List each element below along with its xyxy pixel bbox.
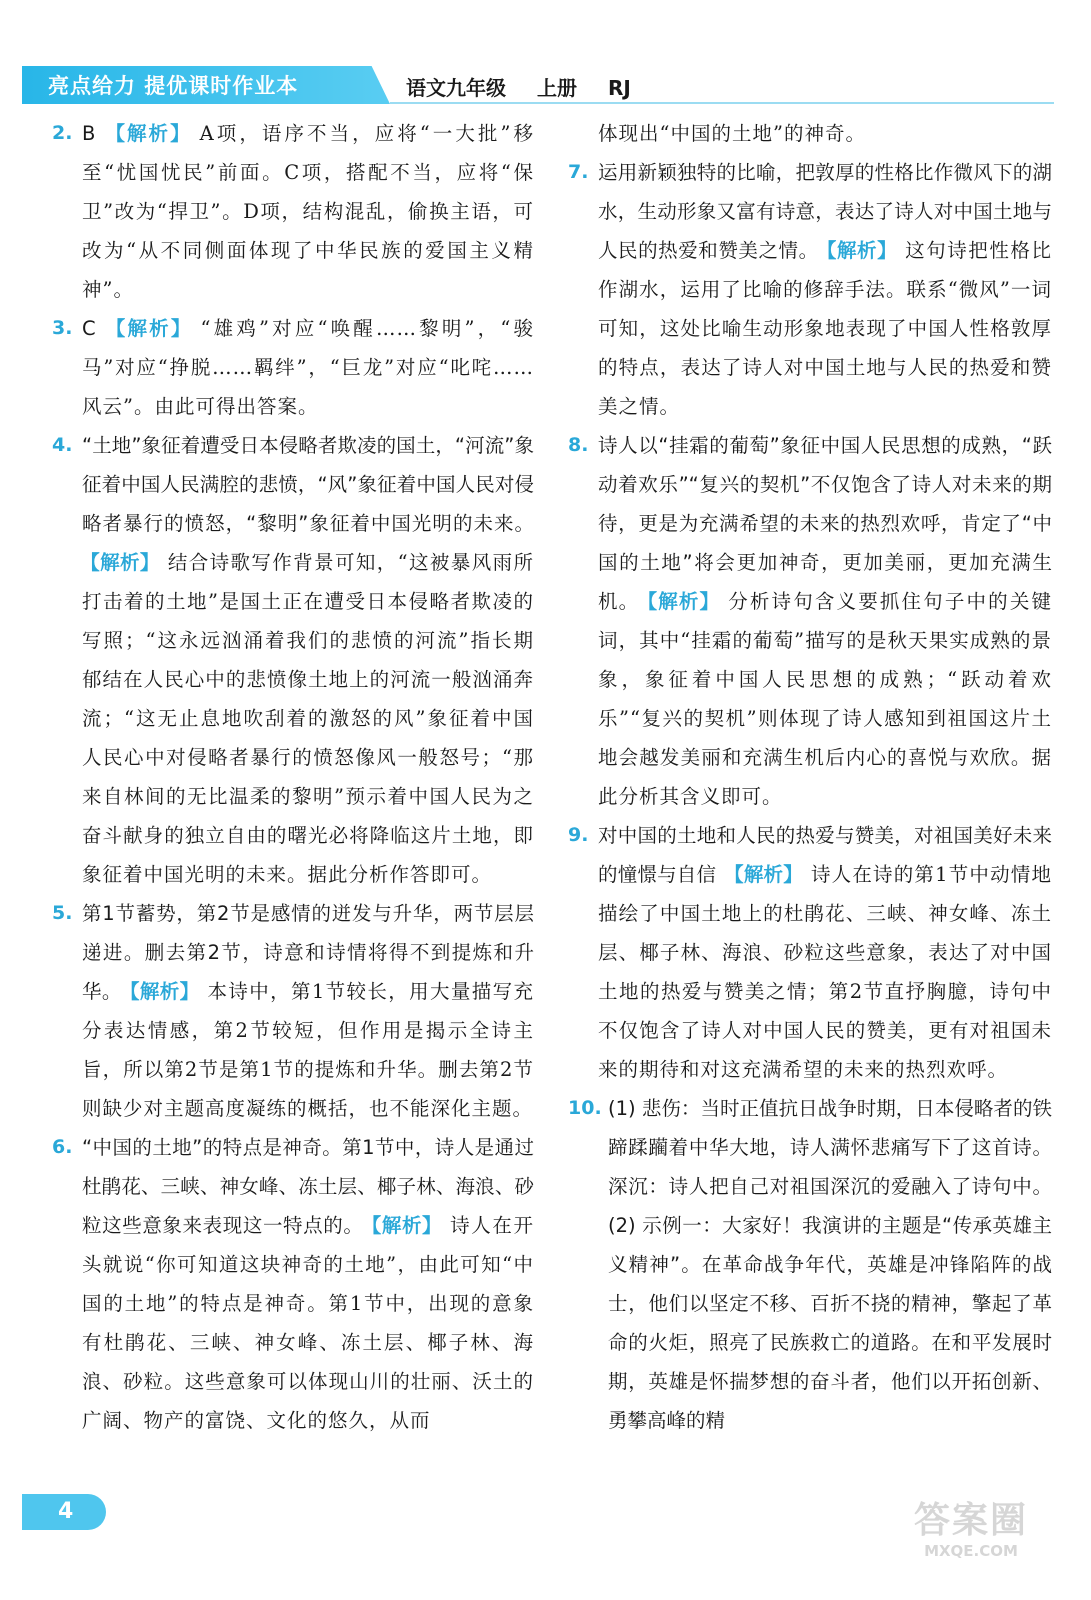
item-number: 2. xyxy=(52,122,73,144)
answer-item-3 xyxy=(52,309,534,426)
right-column xyxy=(568,114,1052,1440)
answer-item-8 xyxy=(568,426,1052,816)
page-header xyxy=(22,66,1054,104)
answer-text: 诗人以“挂霜的葡萄”象征中国人民思想的成熟，“跃动着欢乐”“复兴的契机”不仅饱含了诗人对未来的期待，更是为充满希望的未来的热烈欢呼，肯定了“中国的土地”将会更加神奇，更加美丽，更加充满生机。 xyxy=(598,434,1052,613)
answer-text: (1) 悲伤：当时正值抗日战争时期，日本侵略者的铁蹄蹂躏着中华大地，诗人满怀悲痛写下了这首诗。深沉：诗人把自己对祖国深沉的爱融入了诗句中。 (2) 示例一：大家好！我演讲的主题是“传承英雄主义精神”。在革命战争年代，英雄是冲锋陷阵的战士，他们以坚定不移、百折不挠的精神，擎起了革命的火炬，照亮了民族救亡的道路。在和平发展时期，英雄是怀揣梦想的奋斗者，他们以开拓创新、勇攀高峰的精 xyxy=(608,1097,1052,1432)
explanation-text: “雄鸡”对应“唤醒……黎明”，“骏马”对应“挣脱……羁绊”，“巨龙”对应“叱咤……风云”。由此可得出答案。 xyxy=(82,317,534,418)
subject-label: 语文九年级 xyxy=(406,76,506,100)
explanation-text: 诗人在开头就说“你可知道这块神奇的土地”，由此可知“中国的土地”的特点是神奇。第1节中，出现的意象有杜鹃花、三峡、神女峰、冻土层、椰子林、海浪、砂粒。这些意象可以体现山川的壮丽、沃土的广阔、物产的富饶、文化的悠久，从而 xyxy=(82,1214,534,1432)
answer-item-2 xyxy=(52,114,534,309)
page-number: 4 xyxy=(22,1494,106,1530)
answer-text: 第1节蓄势，第2节是感情的迸发与升华，两节层层递进。删去第2节，诗意和诗情将得不到提炼和升华。 xyxy=(82,902,534,1003)
item-number: 5. xyxy=(52,902,73,924)
item-number: 10. xyxy=(568,1097,602,1119)
answer-text: “中国的土地”的特点是神奇。第1节中，诗人是通过杜鹃花、三峡、神女峰、冻土层、椰子林、海浪、砂粒这些意象来表现这一特点的。 xyxy=(82,1136,534,1237)
explanation-text: 本诗中，第1节较长，用大量描写充分表达情感，第2节较短，但作用是揭示全诗主旨，所以第2节是第1节的提炼和升华。删去第2节则缺少对主题高度凝练的概括，也不能深化主题。 xyxy=(82,980,534,1120)
explanation-text: 这句诗把性格比作湖水，运用了比喻的修辞手法。联系“微风”一词可知，这处比喻生动形象地表现了中国人性格敦厚的特点，表达了诗人对中国土地与人民的热爱和赞美之情。 xyxy=(598,239,1052,418)
volume-label: 上册 xyxy=(536,76,577,100)
jiexi-tag: 【解析】 xyxy=(103,122,192,145)
book-info xyxy=(406,72,655,101)
answer-text: 运用新颖独特的比喻，把敦厚的性格比作微风下的湖水，生动形象又富有诗意，表达了诗人对中国土地与人民的热爱和赞美之情。 xyxy=(598,161,1052,262)
item-number: 6. xyxy=(52,1136,73,1158)
watermark-logo xyxy=(881,1500,1061,1570)
jiexi-tag: 【解析】 xyxy=(826,239,898,262)
item-number: 8. xyxy=(568,434,589,456)
watermark-url: MXQE.COM xyxy=(924,1542,1018,1560)
answer-text: B xyxy=(82,122,96,145)
jiexi-tag: 【解析】 xyxy=(724,863,803,886)
answer-item-10 xyxy=(568,1089,1052,1440)
item-number: 9. xyxy=(568,824,589,846)
jiexi-tag: 【解析】 xyxy=(371,1214,443,1237)
explanation-text: 结合诗歌写作背景可知，“这被暴风雨所打击着的土地”是国土正在遭受日本侵略者欺凌的写照；“这永远汹涌着我们的悲愤的河流”指长期郁结在人民心中的悲愤像土地上的河流一般汹涌奔流；“这无止息地吹刮着的激怒的风”象征着中国人民心中对侵略者暴行的愤怒像风一般怒号；“那来自林间的无比温柔的黎明”预示着中国人民为之奋斗献身的独立自由的曙光必将降临这片土地，即象征着中国光明的未来。据此分析作答即可。 xyxy=(82,551,534,886)
answer-item-5 xyxy=(52,894,534,1128)
left-column xyxy=(52,114,534,1440)
answer-item-6 xyxy=(52,1128,534,1440)
answer-text: 对中国的土地和人民的热爱与赞美，对祖国美好未来的憧憬与自信 xyxy=(598,824,1052,886)
edition-label: RJ xyxy=(607,76,631,100)
series-title: 亮点给力 提优课时作业本 xyxy=(48,74,299,98)
explanation-text: A项，语序不当，应将“一大批”移至“忧国忧民”前面。C项，搭配不当，应将“保卫”改为“捍卫”。D项，结构混乱，偷换主语，可改为“从不同侧面体现了中华民族的爱国主义精神”。 xyxy=(82,122,534,301)
answer-item-9 xyxy=(568,816,1052,1089)
continuation-6 xyxy=(568,114,1052,153)
answer-item-4 xyxy=(52,426,534,894)
item-number: 7. xyxy=(568,161,589,183)
header-rule xyxy=(390,102,1054,104)
watermark-text: 答案圈 xyxy=(913,1500,1028,1541)
answer-text: C xyxy=(82,317,96,340)
answer-item-7 xyxy=(568,153,1052,426)
answer-text: “土地”象征着遭受日本侵略者欺凌的国土，“河流”象征着中国人民满腔的悲愤，“风”象征着中国人民对侵略者暴行的愤怒，“黎明”象征着中国光明的未来。 xyxy=(82,434,534,535)
explanation-text: 诗人在诗的第1节中动情地描绘了中国土地上的杜鹃花、三峡、神女峰、冻土层、椰子林、海浪、砂粒这些意象，表达了对中国土地的热爱与赞美之情；第2节直抒胸臆，诗句中不仅饱含了诗人对中国人民的赞美，更有对祖国未来的期待和对这充满希望的未来的热烈欢呼。 xyxy=(598,863,1052,1081)
item-number: 4. xyxy=(52,434,73,456)
continued-explanation: 体现出“中国的土地”的神奇。 xyxy=(598,122,866,145)
jiexi-tag: 【解析】 xyxy=(647,590,721,613)
jiexi-tag: 【解析】 xyxy=(103,317,193,340)
jiexi-tag: 【解析】 xyxy=(129,980,200,1003)
explanation-text: 分析诗句含义要抓住句子中的关键词，其中“挂霜的葡萄”描写的是秋天果实成熟的景象，象征着中国人民思想的成熟；“跃动着欢乐”“复兴的契机”则体现了诗人感知到祖国这片土地会越发美丽和充满生机后内心的喜悦与欢欣。据此分析其含义即可。 xyxy=(598,590,1052,808)
item-number: 3. xyxy=(52,317,73,339)
jiexi-tag: 【解析】 xyxy=(90,551,160,574)
